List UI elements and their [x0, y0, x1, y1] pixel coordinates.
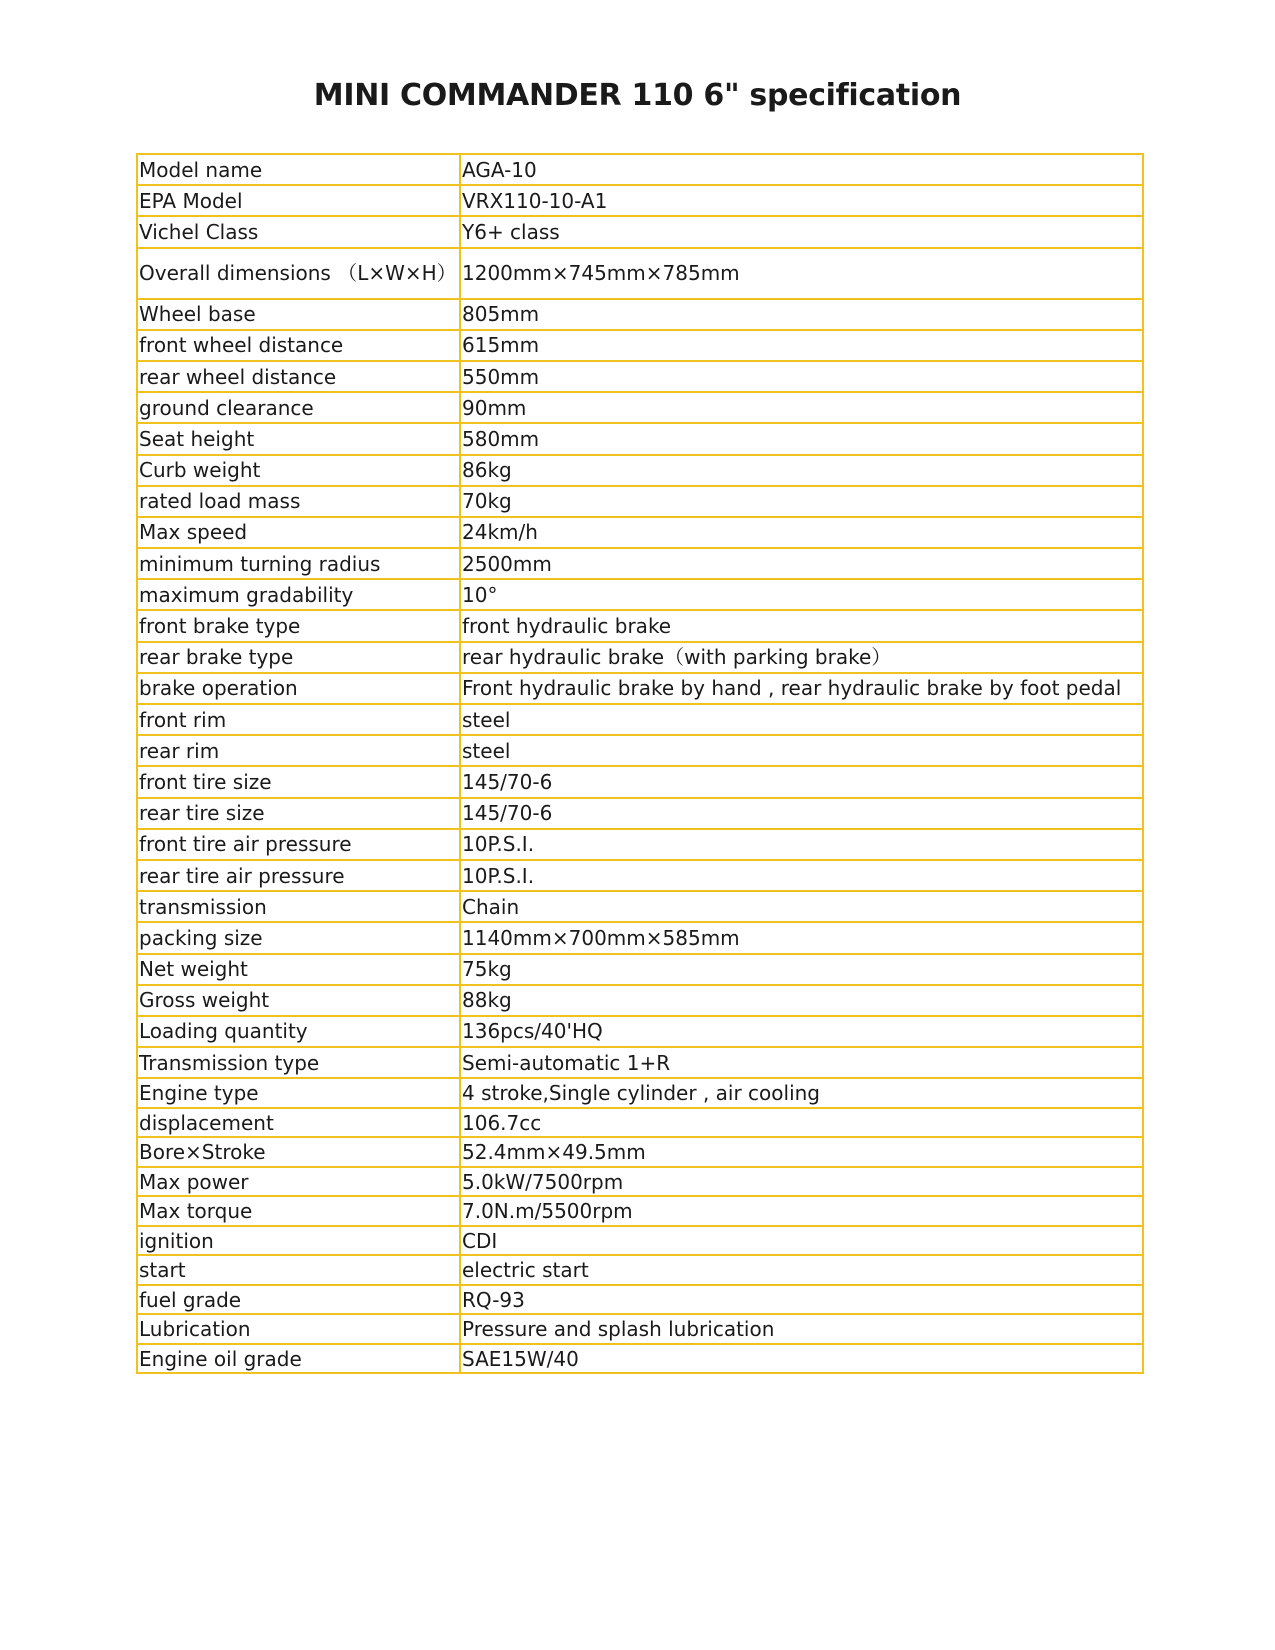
spec-label: Engine oil grade [137, 1344, 460, 1374]
spec-label: Max speed [137, 517, 460, 548]
spec-row [137, 185, 1143, 216]
spec-row [137, 548, 1143, 579]
specification-table [136, 153, 1144, 1374]
spec-row [137, 891, 1143, 922]
spec-row [137, 642, 1143, 673]
spec-label: fuel grade [137, 1285, 460, 1315]
spec-value: 805mm [460, 299, 1143, 330]
spec-value: 145/70-6 [460, 798, 1143, 829]
spec-row [137, 1167, 1143, 1197]
spec-value: Chain [460, 891, 1143, 922]
spec-label: Vichel Class [137, 216, 460, 247]
spec-value: 4 stroke,Single cylinder , air cooling [460, 1078, 1143, 1108]
spec-row [137, 1047, 1143, 1078]
spec-label: Max power [137, 1167, 460, 1197]
spec-label: front tire air pressure [137, 829, 460, 860]
spec-label: ignition [137, 1226, 460, 1256]
spec-row [137, 517, 1143, 548]
spec-label: minimum turning radius [137, 548, 460, 579]
spec-row [137, 985, 1143, 1016]
spec-value: SAE15W/40 [460, 1344, 1143, 1374]
spec-row [137, 673, 1143, 704]
spec-label: front tire size [137, 766, 460, 797]
spec-row [137, 610, 1143, 641]
spec-label: ground clearance [137, 392, 460, 423]
spec-label: front wheel distance [137, 330, 460, 361]
spec-row [137, 423, 1143, 454]
specification-table-body [137, 154, 1143, 1373]
spec-value: VRX110-10-A1 [460, 185, 1143, 216]
spec-value: 70kg [460, 486, 1143, 517]
spec-label: front rim [137, 704, 460, 735]
spec-label: Lubrication [137, 1314, 460, 1344]
spec-value: 136pcs/40'HQ [460, 1016, 1143, 1047]
spec-value: 52.4mm×49.5mm [460, 1137, 1143, 1167]
spec-value: 5.0kW/7500rpm [460, 1167, 1143, 1197]
spec-value: 580mm [460, 423, 1143, 454]
spec-row [137, 735, 1143, 766]
spec-value: 106.7cc [460, 1108, 1143, 1138]
spec-value: 2500mm [460, 548, 1143, 579]
spec-row [137, 1137, 1143, 1167]
spec-row [137, 455, 1143, 486]
spec-label: Wheel base [137, 299, 460, 330]
spec-row [137, 486, 1143, 517]
spec-row [137, 1108, 1143, 1138]
spec-value: 7.0N.m/5500rpm [460, 1196, 1143, 1226]
spec-label: rear rim [137, 735, 460, 766]
spec-row [137, 1255, 1143, 1285]
spec-label: EPA Model [137, 185, 460, 216]
spec-row [137, 954, 1143, 985]
spec-value: 1140mm×700mm×585mm [460, 922, 1143, 953]
spec-label: rear tire air pressure [137, 860, 460, 891]
spec-label: maximum gradability [137, 579, 460, 610]
spec-label: Gross weight [137, 985, 460, 1016]
spec-value: Front hydraulic brake by hand , rear hydraulic brake by foot pedal [460, 673, 1143, 704]
spec-value: 10° [460, 579, 1143, 610]
spec-value: front hydraulic brake [460, 610, 1143, 641]
spec-value: 88kg [460, 985, 1143, 1016]
spec-value: 1200mm×745mm×785mm [460, 248, 1143, 299]
spec-row [137, 299, 1143, 330]
spec-label: Curb weight [137, 455, 460, 486]
spec-value: RQ-93 [460, 1285, 1143, 1315]
spec-label: Seat height [137, 423, 460, 454]
spec-label: rated load mass [137, 486, 460, 517]
spec-value: Semi-automatic 1+R [460, 1047, 1143, 1078]
spec-label: brake operation [137, 673, 460, 704]
spec-row [137, 922, 1143, 953]
spec-value: 24km/h [460, 517, 1143, 548]
spec-value: electric start [460, 1255, 1143, 1285]
spec-row [137, 330, 1143, 361]
spec-row [137, 154, 1143, 185]
spec-row [137, 216, 1143, 247]
spec-value: 10P.S.I. [460, 829, 1143, 860]
spec-label: Transmission type [137, 1047, 460, 1078]
page-title: MINI COMMANDER 110 6" specification [313, 78, 962, 113]
spec-value: steel [460, 704, 1143, 735]
spec-row [137, 1226, 1143, 1256]
spec-label: Max torque [137, 1196, 460, 1226]
spec-row [137, 860, 1143, 891]
spec-label: rear wheel distance [137, 361, 460, 392]
spec-row [137, 248, 1143, 299]
spec-row [137, 829, 1143, 860]
spec-row [137, 361, 1143, 392]
spec-value: AGA-10 [460, 154, 1143, 185]
spec-label: start [137, 1255, 460, 1285]
spec-label: Overall dimensions （L×W×H） [137, 248, 460, 299]
spec-row [137, 1196, 1143, 1226]
spec-label: transmission [137, 891, 460, 922]
spec-value: 145/70-6 [460, 766, 1143, 797]
spec-label: displacement [137, 1108, 460, 1138]
spec-row [137, 766, 1143, 797]
spec-label: Engine type [137, 1078, 460, 1108]
spec-value: rear hydraulic brake（with parking brake） [460, 642, 1143, 673]
spec-label: Model name [137, 154, 460, 185]
spec-label: Bore×Stroke [137, 1137, 460, 1167]
spec-row [137, 579, 1143, 610]
spec-label: rear tire size [137, 798, 460, 829]
spec-row [137, 1285, 1143, 1315]
spec-value: 75kg [460, 954, 1143, 985]
spec-value: steel [460, 735, 1143, 766]
spec-row [137, 1078, 1143, 1108]
spec-row [137, 392, 1143, 423]
spec-value: CDI [460, 1226, 1143, 1256]
spec-value: 10P.S.I. [460, 860, 1143, 891]
spec-value: Pressure and splash lubrication [460, 1314, 1143, 1344]
spec-value: 90mm [460, 392, 1143, 423]
spec-label: packing size [137, 922, 460, 953]
spec-row [137, 704, 1143, 735]
spec-row [137, 798, 1143, 829]
spec-value: 615mm [460, 330, 1143, 361]
spec-label: rear brake type [137, 642, 460, 673]
spec-value: 86kg [460, 455, 1143, 486]
spec-value: 550mm [460, 361, 1143, 392]
spec-row [137, 1016, 1143, 1047]
spec-label: Loading quantity [137, 1016, 460, 1047]
spec-row [137, 1314, 1143, 1344]
spec-label: front brake type [137, 610, 460, 641]
spec-row [137, 1344, 1143, 1374]
spec-value: Y6+ class [460, 216, 1143, 247]
spec-label: Net weight [137, 954, 460, 985]
